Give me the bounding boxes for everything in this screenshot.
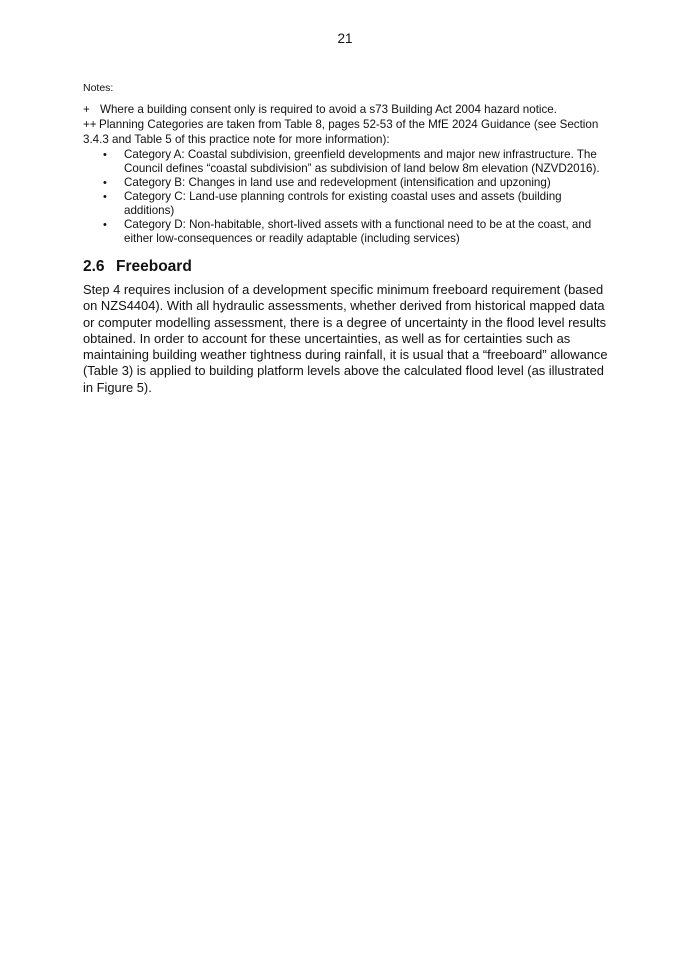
note-text: Where a building consent only is required to avoid a s73 Building Act 2004 hazard notice.	[100, 103, 557, 116]
section-heading	[83, 258, 192, 276]
bullet-icon: •	[103, 177, 107, 189]
section-number: 2.6	[83, 258, 105, 275]
category-text: Land-use planning controls for existing coastal uses and assets (building additions)	[124, 190, 562, 217]
category-text: Coastal subdivision, greenfield developments and major new infrastructure. The Council defines “coastal subdivision” as subdivision of land below 8m elevation (NZVD2016).	[124, 148, 600, 175]
category-name: Category C:	[124, 190, 186, 203]
bullet-icon: •	[103, 219, 107, 231]
note-marker: ++	[83, 118, 97, 131]
note-text: Planning Categories are taken from Table 8, pages 52-53 of the MfE 2024 Guidance (see Section 3.4.3 and Table 5 of this practice note for more information):	[83, 118, 599, 146]
category-item-a	[83, 148, 608, 176]
category-item-c	[83, 190, 608, 218]
note-planning-categories	[83, 118, 608, 147]
category-item-b	[83, 176, 608, 190]
bullet-icon: •	[103, 191, 107, 203]
note-building-consent	[83, 103, 608, 118]
category-item-d	[83, 218, 608, 246]
category-name: Category A:	[124, 148, 185, 161]
category-name: Category D:	[124, 218, 186, 231]
category-list	[83, 148, 608, 246]
category-text: Non-habitable, short-lived assets with a functional need to be at the coast, and either low-consequences or readily adaptable (including services)	[124, 218, 592, 245]
section-body-paragraph: Step 4 requires inclusion of a development specific minimum freeboard requirement (based on NZS4404). With all hydraulic assessments, whether derived from historical mapped data or computer modelling assessment, there is a degree of uncertainty in the flood level results obtained. In order to account for these uncertainties, as well as for certainties such as maintaining building weather tightness during rainfall, it is usual that a “freeboard” allowance (Table 3) is applied to building platform levels above the calculated flood level (as illustrated in Figure 5).	[83, 282, 608, 395]
note-marker: +	[83, 103, 90, 116]
category-name: Category B:	[124, 176, 186, 189]
page-number: 21	[337, 31, 353, 46]
section-title: Freeboard	[116, 258, 192, 275]
notes-label: Notes:	[83, 82, 114, 94]
bullet-icon: •	[103, 149, 107, 161]
category-text: Changes in land use and redevelopment (intensification and upzoning)	[188, 176, 551, 189]
